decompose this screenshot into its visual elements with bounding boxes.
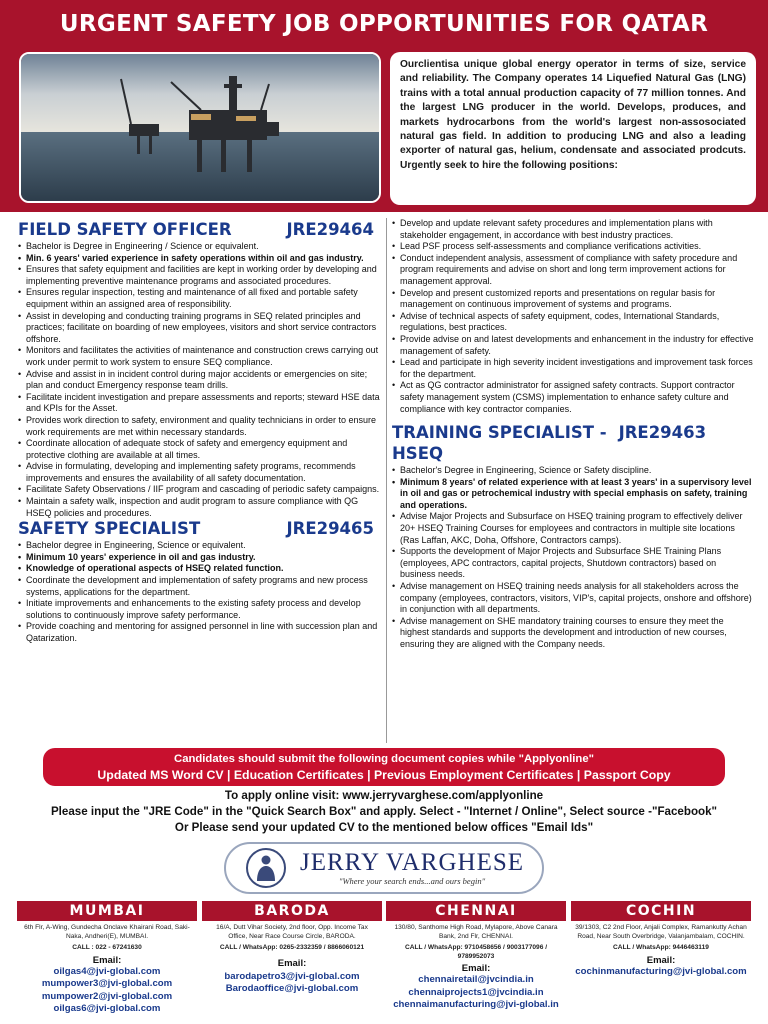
requirement-item: • Provide advise on and latest developments and enhancement in the industry for effective management of safety. [392,334,754,357]
requirement-item: • Facilitate incident investigation and prepare assessments and reports; steward HSE data and KPIs for the Asset. [18,392,380,415]
training-specialist-requirements [392,465,754,651]
requirement-item: • Ensures regular inspection, testing and maintenance of all fixed and portable safety equipment within an assigned area of responsibility. [18,287,380,310]
requirement-item: • Lead PSF process self-assessments and compliance verifications activities. [392,241,754,253]
office-phone: CALL / WhatsApp: 9446463119 [613,944,709,952]
person-emblem-icon [246,848,286,888]
office-email-label: Email: [92,954,122,966]
office-address: 130/80, Santhome High Road, Mylapore, Above Canara Bank, 2nd Flr, CHENNAI. [394,924,558,940]
client-intro [390,52,756,205]
company-name: JERRY VARGHESE [300,849,525,876]
apply-online-link[interactable]: To apply online visit: www.jerryvarghese.com/applyonline [224,789,544,802]
office-address: 6th Flr, A-Wing, Gundecha Onclave Khairani Road, Saki-Naka, Andheri(E), MUMBAI. [24,924,190,940]
office-phone: CALL : 022 - 67241630 [72,944,142,952]
office-name: CHENNAI [386,901,566,921]
office-email-label: Email: [461,963,491,975]
requirement-item: • Provide coaching and mentoring for assigned personnel in line with succession plan and Qatarization. [18,621,380,644]
office-email[interactable]: oilgas6@jvi-global.com [53,1003,161,1014]
requirement-item: • Act as QG contractor administrator for assigned safety contracts. Support contractor safety management system (CSMS) implementation to enhance safety culture and compliance with key contractor companies. [392,380,754,415]
requirement-item: • Monitors and facilitates the activities of maintenance and construction crews carrying out work under permit to work system to ensure SEQ compliance. [18,345,380,368]
requirement-item: • Advise management on HSEQ training needs analysis for all stakeholders across the company (employees, contractors, visitors, VIP's, capital projects, onshore and offshore) in conjunction with all departments. [392,581,754,616]
requirement-item: • Coordinate the development and implementation of safety programs and new process systems, applications for the department. [18,575,380,598]
job-code: JRE29464 [286,220,374,239]
office-name: BARODA [202,901,382,921]
requirement-item: • Assist in developing and conducting training programs in SEQ related principles and practices; facilitate on boarding of new employees, visitors and short service contractors offshore. [18,311,380,346]
requirement-item: • Maintain a safety walk, inspection and audit program to assure compliance with QG HSEQ policies and procedures. [18,496,380,519]
requirement-item: • Advise Major Projects and Subsurface on HSEQ training program to effectively deliver 20+ HSEQ Training Courses for employees and contractors in multiple site locations (Ras Laffan, AKC, Doha, Offshore, Contractors camps). [392,511,754,546]
office-email-list [386,974,566,1011]
job-title-training-specialist [392,423,754,443]
requirement-item: • Provides work direction to safety, environment and quality technicians in order to ensure work requirements are met within necessary standards. [18,415,380,438]
apply-instructions [0,788,768,836]
requirement-item: • Ensures that safety equipment and facilities are kept in working order by developing and implementing preventive maintenance programs and associated procedures. [18,264,380,287]
column-divider [386,218,387,743]
office-email[interactable]: mumpower2@jvi-global.com [41,990,173,1002]
requirement-item: • Advise management on SHE mandatory training courses to ensure they meet the highest standards and supports the development and introduction of new courses, ensuring they are aligned with the Company needs. [392,616,754,651]
requirement-item: • Minimum 10 years' experience in oil and gas industry. [18,552,380,564]
office-baroda [202,901,382,1019]
company-logo [224,842,544,894]
job-title-text-line2: HSEQ [392,444,443,464]
requirement-item: • Supports the development of Major Projects and Subsurface SHE Training Plans (employees, APC contractors, capital projects, Shutdown contractors) based on business needs. [392,546,754,581]
office-email[interactable]: chennaiprojects1@jvcindia.in [408,986,544,998]
office-cochin [571,901,751,1019]
office-email-list [17,966,197,1016]
offshore-platform-illustration [21,54,381,203]
requirement-item: • Lead and participate in high severity incident investigations and improvement task forces for the department. [392,357,754,380]
requirement-item: • Knowledge of operational aspects of HSEQ related function. [18,563,380,575]
office-email[interactable]: barodapetro3@jvi-global.com [224,970,360,982]
document-requirements-intro: Candidates should submit the following document copies while "Applyonline" [174,753,594,765]
office-chennai [386,901,566,1019]
office-email[interactable]: mumpower3@jvi-global.com [41,978,173,990]
office-email[interactable]: chennairetail@jvcindia.in [418,974,534,986]
requirement-item: • Advise of technical aspects of safety equipment, codes, International Standards, regulations, best practices. [392,311,754,334]
office-email-label: Email: [646,954,676,966]
office-email[interactable]: oilgas4@jvi-global.com [53,965,161,977]
requirement-item: • Advise in formulating, developing and implementing safety programs, recommends improvements and ensures the availability of all safety documentation. [18,461,380,484]
job-title-text: FIELD SAFETY OFFICER [18,220,232,239]
requirement-item: • Conduct independent analysis, assessment of compliance with safety procedure and program requirements and advise on short and long term improvement actions for management approval. [392,253,754,288]
job-code: JRE29465 [286,519,374,539]
office-email[interactable]: chennaimanufacturing@jvi-global.in [393,999,559,1011]
office-mumbai [17,901,197,1019]
office-email-list [571,966,751,978]
office-phone: CALL / WhatsApp: 9710458656 / 9003177096 / 9789952073 [404,944,548,960]
job-code: JRE29463 [618,423,707,443]
requirement-item: • Minimum 8 years' of related experience with at least 3 years' in a supervisory level in oil and gas or petrochemical industry with special emphasis on safety, training and operations. [392,477,754,512]
office-phone: CALL / WhatsApp: 0265-2332359 / 8866060121 [219,944,365,952]
document-requirements-list: Updated MS Word CV | Education Certificates | Previous Employment Certificates | Passport Copy [97,768,671,782]
page-title-text: URGENT SAFETY JOB OPPORTUNITIES FOR QATAR [59,11,709,37]
requirement-item: • Bachelor degree in Engineering, Science or equivalent. [18,540,380,552]
job-title-text: TRAINING SPECIALIST - [392,423,607,443]
office-email-list [202,971,382,996]
office-address: 16/A, Dutt Vihar Society, 2nd floor, Opp. Income Tax Office, Near Race Course Circle, BARODA. [216,924,368,940]
apply-search-instructions: Please input the "JRE Code" in the "Quick Search Box" and apply. Select - "Internet / Online", Select source -"Facebook" [50,805,718,818]
document-requirements-banner [43,748,725,786]
offshore-platform-photo [19,52,381,203]
office-email[interactable]: cochinmanufacturing@jvi-global.com [575,965,747,977]
requirement-item: • Bachelor is Degree in Engineering / Science or equivalent. [18,241,380,253]
company-tagline: "Where your search ends...and ours begin" [338,876,486,886]
requirement-item: • Min. 6 years' varied experience in safety operations within oil and gas industry. [18,253,380,265]
office-address: 39/1303, C2 2nd Floor, Anjali Complex, Ramankutty Achan Road, Near South Overbridge, Valanjambalam, COCHIN. [575,924,747,940]
requirement-item: • Coordinate allocation of adequate stock of safety and emergency equipment and protective clothing are available at all times. [18,438,380,461]
field-safety-officer-requirements [18,241,380,519]
job-title-field-safety-officer [18,220,380,240]
right-column [392,218,754,651]
requirement-item: • Bachelor's Degree in Engineering, Science or Safety discipline. [392,465,754,477]
client-intro-text: Ourclientisa unique global energy operator in terms of size, service and reliability. The Company operates 14 Liquefied Natural Gas (LNG) trains with a total annual production capacity of 77 million tonnes. And the largest LNG producer in the world. Develops, produces, and markets hydrocarbons from the world's largest non-assosociated natural gas field. In addition to producing LNG and also a leading exporter of natural gas, helium, condensate and associated prodcuts. Urgently seek to hire the following positions: [400,59,746,171]
requirement-item: • Advise and assist in in incident control during major accidents or emergencies on site; plan and conduct Emergency response team drills. [18,369,380,392]
left-column [18,218,380,645]
requirement-item: • Develop and update relevant safety procedures and implementation plans with stakeholder engagement, in accordance with best industry practices. [392,218,754,241]
requirement-item: • Facilitate Safety Observations / IIF program and cascading of periodic safety campaigns. [18,484,380,496]
office-email[interactable]: Barodaoffice@jvi-global.com [225,983,359,995]
office-name: COCHIN [571,901,751,921]
office-email-label: Email: [277,957,307,969]
job-title-safety-specialist [18,519,380,539]
apply-email-instructions: Or Please send your updated CV to the mentioned below offices "Email Ids" [174,821,594,834]
requirement-item: • Develop and present customized reports and presentations on regular basis for management on continuous improvement of systems and programs. [392,288,754,311]
field-safety-officer-requirements-continued [392,218,754,415]
office-name: MUMBAI [17,901,197,921]
job-title-text: SAFETY SPECIALIST [18,519,201,539]
page-title [0,0,768,48]
job-title-training-specialist-hseq [392,444,754,464]
requirement-item: • Initiate improvements and enhancements to the existing safety process and develop solutions to continuously improve safety performance. [18,598,380,621]
safety-specialist-requirements [18,540,380,644]
